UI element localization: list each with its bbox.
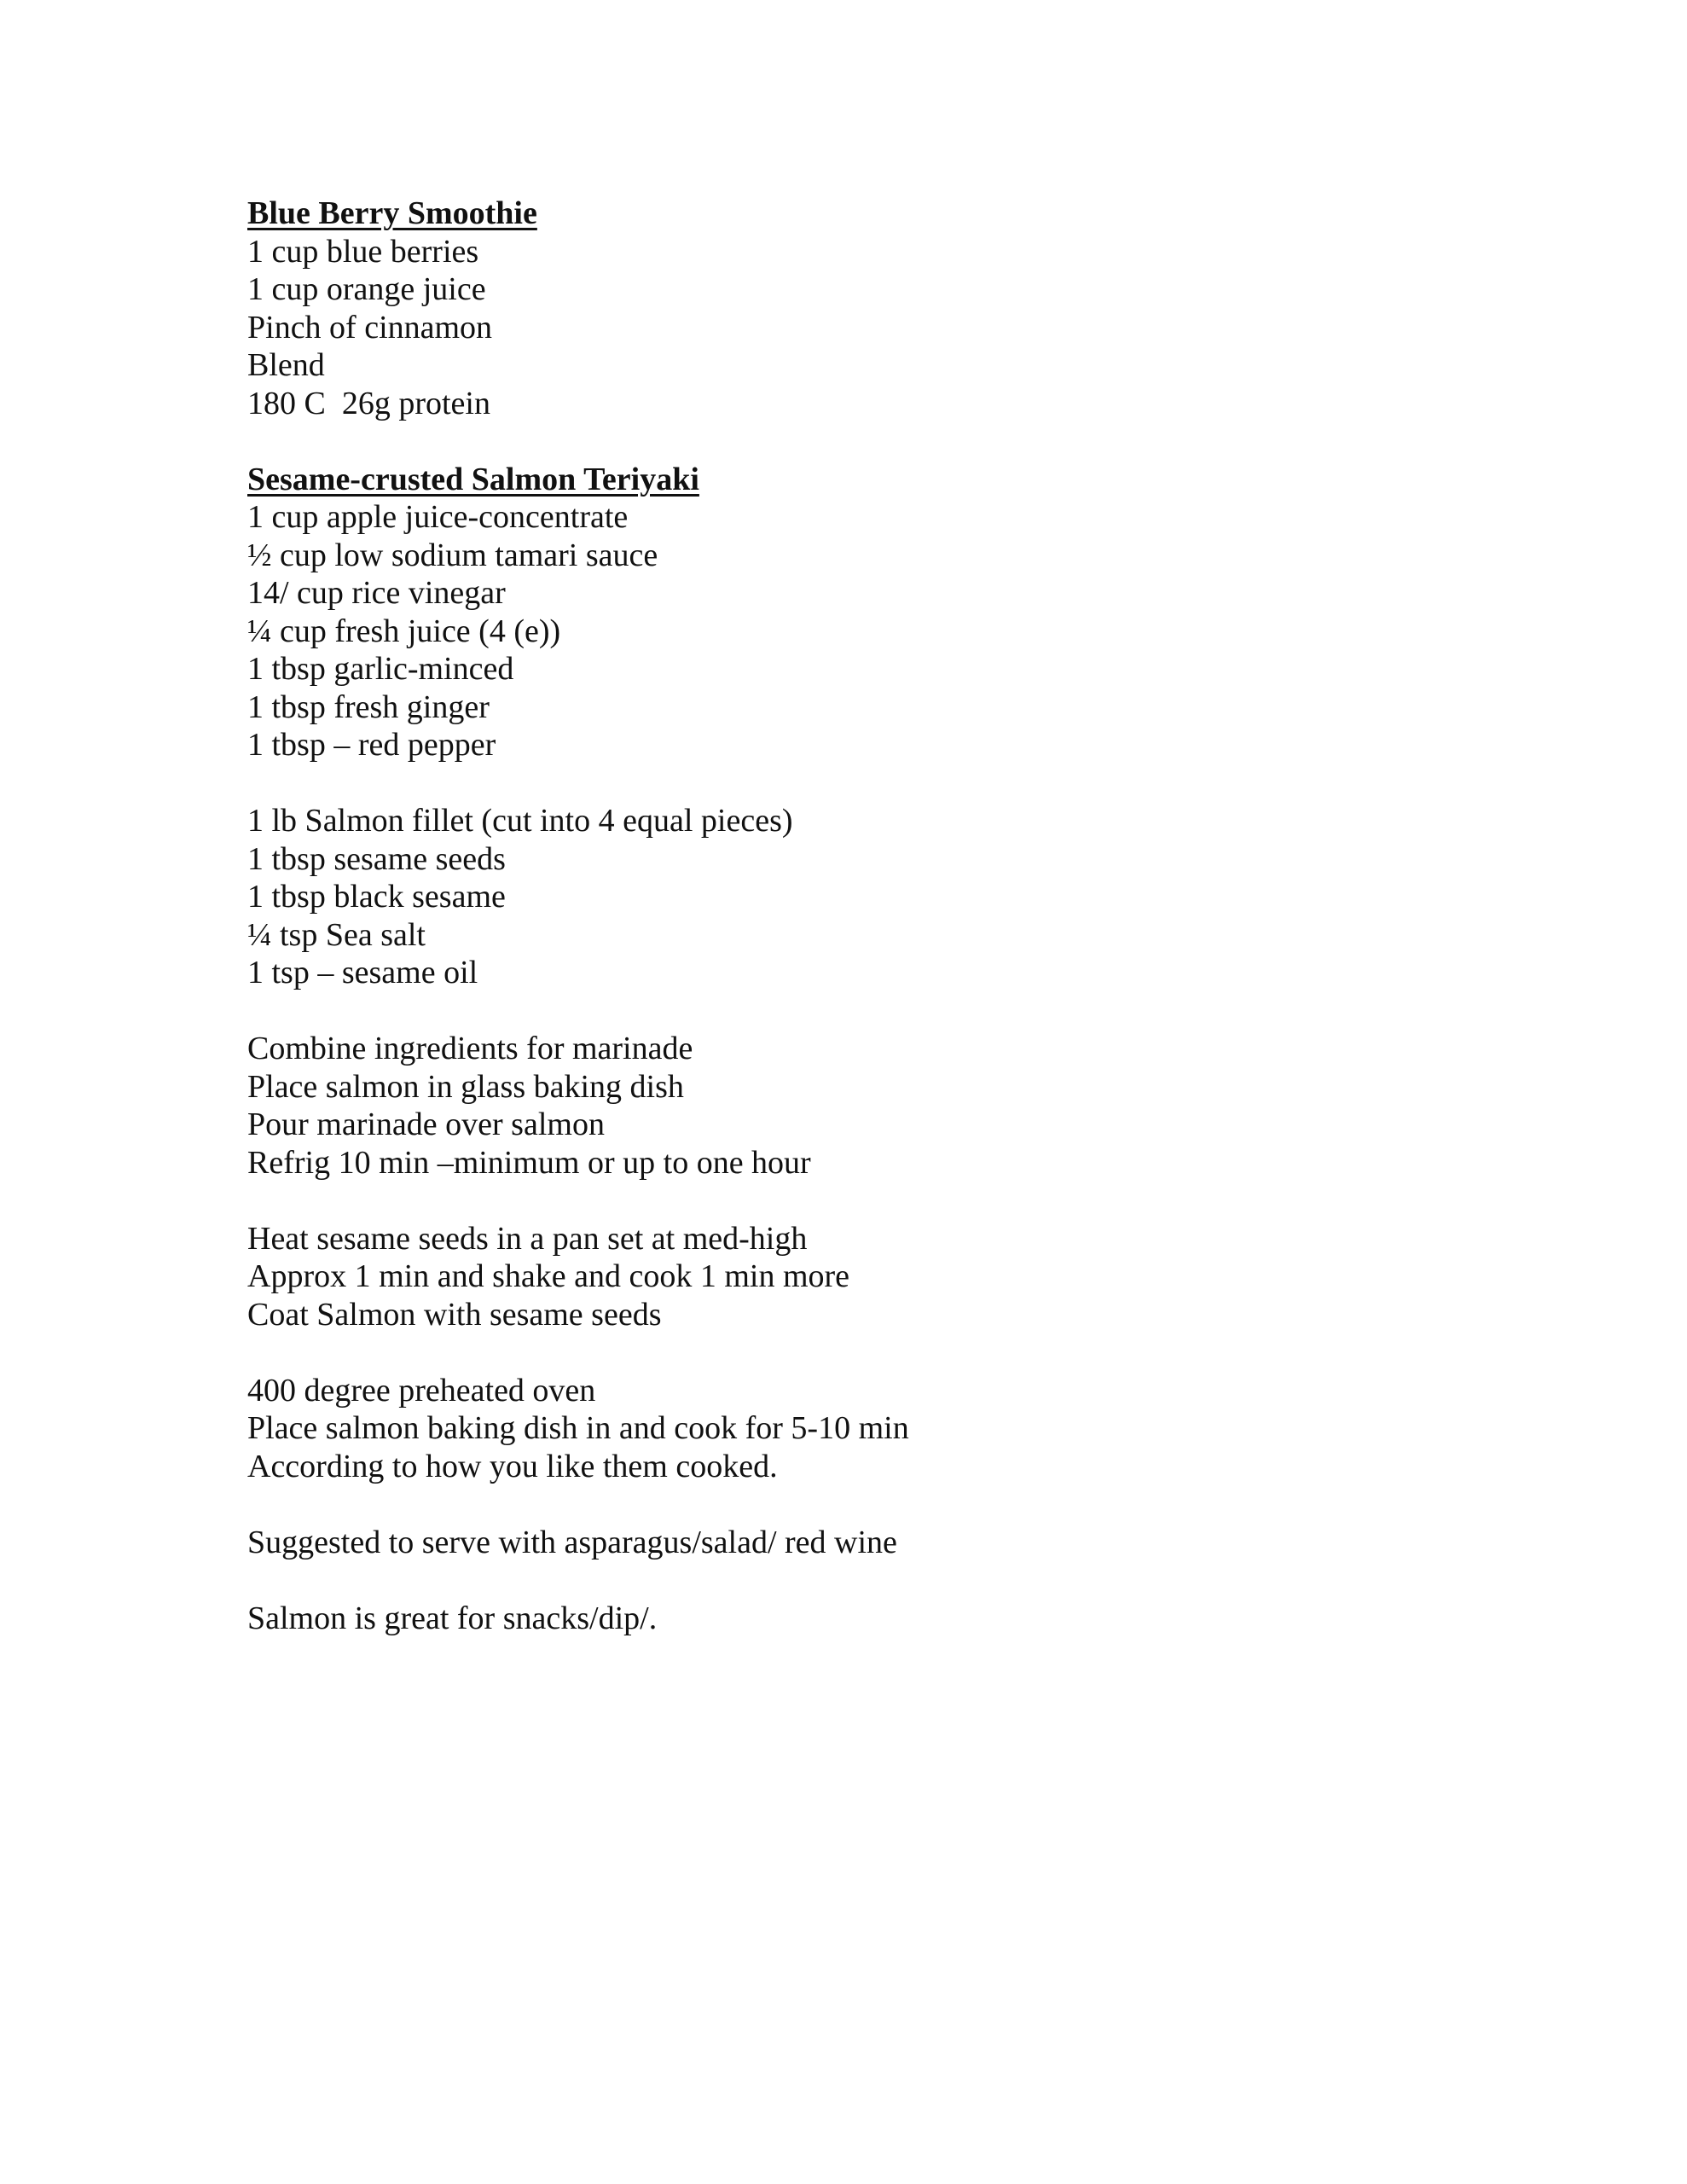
salmon-title: Sesame-crusted Salmon Teriyaki <box>247 461 699 497</box>
marinade-ingredient: 1 tbsp garlic-minced <box>247 651 514 687</box>
smoothie-title: Blue Berry Smoothie <box>247 195 537 231</box>
smoothie-recipe <box>247 195 1527 422</box>
smoothie-ingredient: 1 cup blue berries <box>247 233 479 270</box>
salmon-recipe <box>247 461 1527 1638</box>
spacer <box>247 1485 1527 1524</box>
sesame-step: Heat sesame seeds in a pan set at med-high <box>247 1220 808 1257</box>
sesame-step: Coat Salmon with sesame seeds <box>247 1296 662 1333</box>
fish-ingredient: ¼ tsp Sea salt <box>247 916 426 953</box>
marinade-ingredient: 14/ cup rice vinegar <box>247 575 506 611</box>
fish-ingredient: 1 lb Salmon fillet (cut into 4 equal pieces) <box>247 803 793 839</box>
recipe-content <box>247 195 1527 1637</box>
spacer <box>247 764 1527 803</box>
serving-suggestion: Suggested to serve with asparagus/salad/ red wine <box>247 1524 897 1560</box>
fish-ingredient: 1 tbsp sesame seeds <box>247 840 506 877</box>
spacer <box>247 422 1527 461</box>
marinade-ingredient: ¼ cup fresh juice (4 (e)) <box>247 613 561 649</box>
marinate-step: Pour marinade over salmon <box>247 1107 605 1142</box>
spacer <box>247 1182 1527 1220</box>
spacer <box>247 1333 1527 1372</box>
marinate-step: Refrig 10 min –minimum or up to one hour <box>247 1144 811 1181</box>
smoothie-nutrition: 180 C 26g protein <box>247 385 490 421</box>
bake-step: According to how you like them cooked. <box>247 1448 778 1484</box>
fish-ingredient: 1 tbsp black sesame <box>247 879 506 915</box>
salmon-note: Salmon is great for snacks/dip/. <box>247 1600 658 1636</box>
smoothie-ingredient: Pinch of cinnamon <box>247 309 493 346</box>
marinade-ingredient: 1 tbsp – red pepper <box>247 727 496 763</box>
bake-step: Place salmon baking dish in and cook for 5-10 min <box>247 1410 909 1446</box>
marinate-step: Place salmon in glass baking dish <box>247 1068 684 1105</box>
marinade-ingredient: 1 tbsp fresh ginger <box>247 688 490 725</box>
smoothie-ingredient: 1 cup orange juice <box>247 271 486 307</box>
spacer <box>247 1561 1527 1600</box>
fish-ingredient: 1 tsp – sesame oil <box>247 955 478 990</box>
marinade-ingredient: ½ cup low sodium tamari sauce <box>247 537 658 573</box>
marinade-ingredient: 1 cup apple juice-concentrate <box>247 499 629 535</box>
smoothie-instruction: Blend <box>247 347 325 383</box>
bake-step: 400 degree preheated oven <box>247 1372 596 1409</box>
spacer <box>247 992 1527 1031</box>
sesame-step: Approx 1 min and shake and cook 1 min more <box>247 1258 850 1294</box>
marinate-step: Combine ingredients for marinade <box>247 1031 693 1066</box>
